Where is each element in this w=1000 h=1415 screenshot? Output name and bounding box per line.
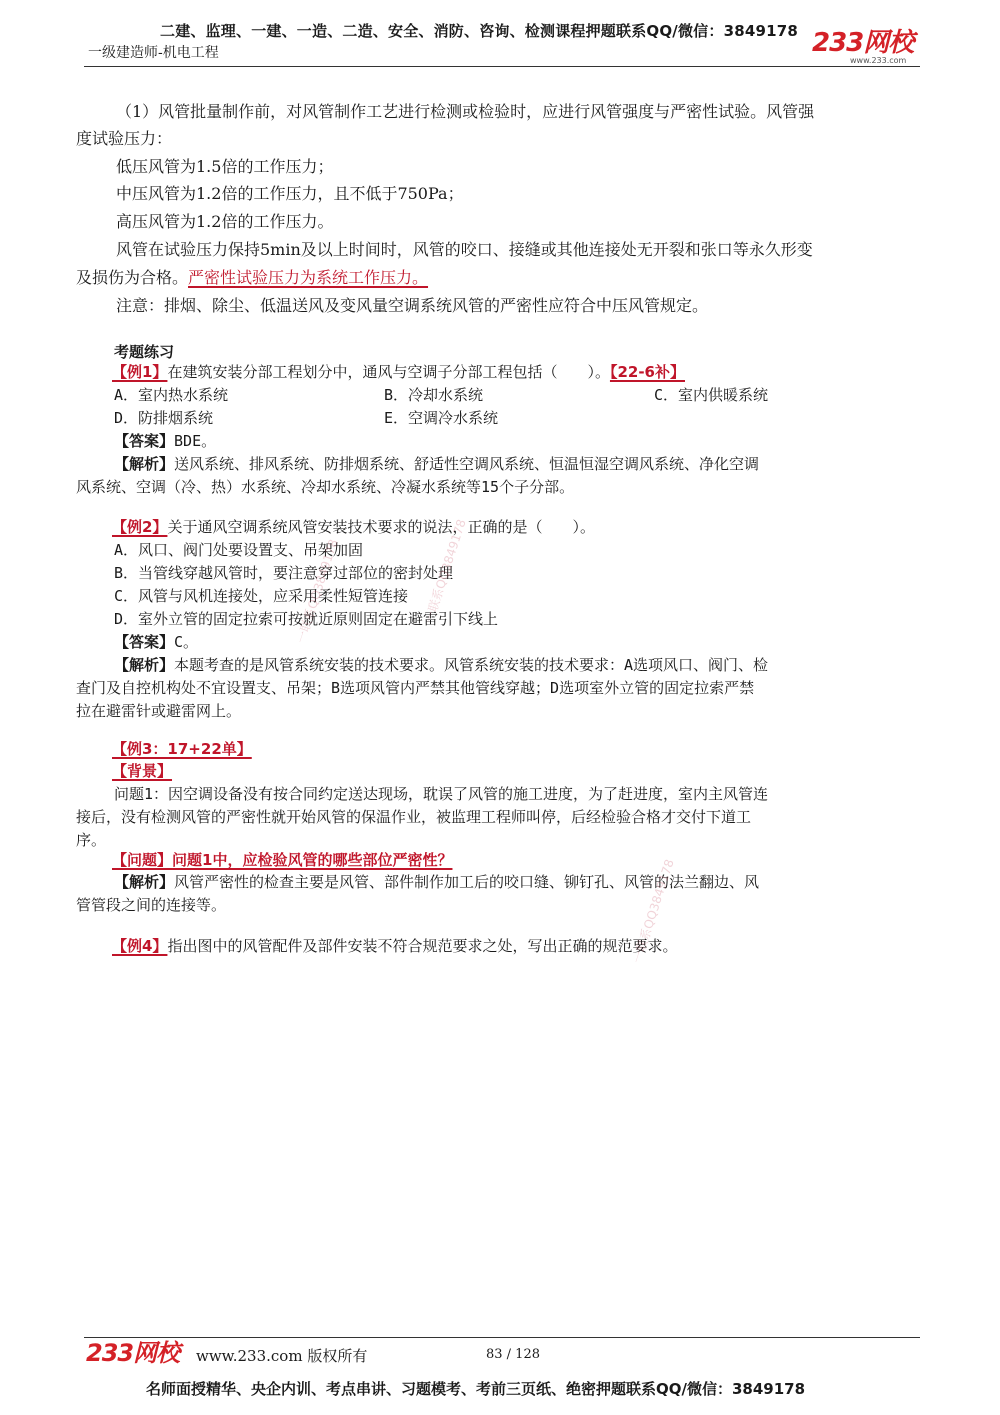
analysis-text: 风管严密性的检查主要是风管、部件制作加工后的咬口缝、铆钉孔、风管的法兰翻边、风 (174, 873, 760, 891)
question-text: 问题1中，应检验风管的哪些部位严密性？ (172, 851, 453, 869)
example-2-option-b: B．当管线穿越风管时，要注意穿过部位的密封处理 (114, 564, 454, 582)
analysis-text: 本题考查的是风管系统安装的技术要求。风管系统安装的技术要求：A选项风口、阀门、检 (174, 656, 769, 674)
question-tag: 【问题】 (112, 851, 173, 869)
example-1-option-c: C．室内供暖系统 (654, 386, 769, 404)
header-divider (84, 66, 920, 67)
example-1-option-a: A．室内热水系统 (114, 386, 229, 404)
example-2-analysis-line-1 (114, 653, 768, 677)
example-1-source: 【22-6补】 (609, 363, 685, 381)
paragraph-2-line-1: 风管在试验压力保持5min及以上时间时，风管的咬口、接缝或其他连接处无开裂和张口等永久形变 (116, 240, 813, 259)
mid-pressure-line: 中压风管为1.2倍的工作压力，且不低于750Pa； (116, 184, 464, 203)
background-tag-text: 【背景】 (112, 762, 173, 780)
watermark-text: 一联系QQ3849178 (293, 537, 341, 645)
example-2-answer (114, 630, 198, 654)
example-2-analysis-line-3: 拉在避雷针或避雷网上。 (76, 702, 242, 720)
logo-233-bottom (86, 1340, 179, 1366)
example-1-stem (112, 360, 685, 384)
analysis-tag: 【解析】 (114, 873, 175, 891)
paragraph-1-line-2: 度试验压力： (76, 129, 173, 148)
note-line: 注意：排烟、除尘、低温送风及变风量空调系统风管的严密性应符合中压风管规定。 (116, 296, 709, 315)
subject-title: 一级建造师-机电工程 (88, 45, 219, 61)
answer-tag: 【答案】 (114, 633, 175, 651)
logo-sub-text: www.233.com (850, 56, 907, 65)
analysis-tag: 【解析】 (114, 656, 175, 674)
footer-copyright: www.233.com 版权所有 (196, 1347, 368, 1365)
example-4-tag: 【例4】 (112, 937, 168, 955)
footer-banner: 名师面授精华、央企内训、考点串讲、习题模考、考前三页纸、绝密押题联系QQ/微信：3849178 (146, 1380, 806, 1398)
example-1-answer (114, 429, 216, 453)
answer-value: C。 (174, 633, 199, 651)
example-3-tag (112, 737, 252, 761)
exercise-section-title: 考题练习 (114, 343, 175, 361)
logo-main-text: 233网校 (812, 28, 914, 58)
answer-value: BDE。 (174, 432, 217, 450)
example-1-option-d: D．防排烟系统 (114, 409, 214, 427)
example-3-analysis-line-2: 管管段之间的连接等。 (76, 896, 227, 914)
example-3-background-line-1: 问题1：因空调设备没有按合同约定送达现场，耽误了风管的施工进度，为了赶进度，室内主风管连 (114, 785, 769, 803)
example-1-option-e: E．空调冷水系统 (384, 409, 499, 427)
example-1-tag: 【例1】 (112, 363, 168, 381)
example-3-tag-text: 【例3：17+22单】 (112, 740, 252, 758)
example-4-question: 指出图中的风管配件及部件安装不符合规范要求之处，写出正确的规范要求。 (167, 937, 678, 955)
high-pressure-line: 高压风管为1.2倍的工作压力。 (116, 212, 334, 231)
example-1-option-b: B．冷却水系统 (384, 386, 484, 404)
example-2-option-c: C．风管与风机连接处，应采用柔性短管连接 (114, 587, 409, 605)
answer-tag: 【答案】 (114, 432, 175, 450)
analysis-tag: 【解析】 (114, 455, 175, 473)
page-number: 83 / 128 (486, 1347, 540, 1362)
paragraph-1-line-1: （1）风管批量制作前，对风管制作工艺进行检测或检验时，应进行风管强度与严密性试验。风管强 (116, 102, 815, 121)
example-1-analysis-line-2: 风系统、空调（冷、热）水系统、冷却水系统、冷凝水系统等15个子分部。 (76, 478, 575, 496)
example-3-background-line-2: 接后，没有检测风管的严密性就开始风管的保温作业，被监理工程师叫停，后经检验合格才交付下道工 (76, 808, 752, 826)
watermark-text: 一联系QQ3849178 (629, 857, 677, 965)
example-2-tag: 【例2】 (112, 518, 168, 536)
example-2-question: 关于通风空调系统风管安装技术要求的说法，正确的是（ ）。 (167, 518, 595, 536)
logo-233-top (812, 30, 924, 64)
paragraph-2-text: 及损伤为合格。 (76, 268, 189, 287)
paragraph-2-line-2 (76, 266, 428, 290)
example-2-option-a: A．风口、阀门处要设置支、吊架加固 (114, 541, 364, 559)
example-3-question (112, 848, 452, 872)
analysis-text: 送风系统、排风系统、防排烟系统、舒适性空调风系统、恒温恒湿空调风系统、净化空调 (174, 455, 760, 473)
highlight-tightness-pressure: 严密性试验压力为系统工作压力。 (188, 268, 429, 287)
example-4-stem (112, 934, 677, 958)
example-2-option-d: D．室外立管的固定拉索可按就近原则固定在避雷引下线上 (114, 610, 499, 628)
example-3-background-tag (112, 759, 172, 783)
example-3-background-line-3: 序。 (76, 831, 107, 849)
low-pressure-line: 低压风管为1.5倍的工作压力； (116, 157, 334, 176)
watermark-text: 一联系QQ3849178 (421, 517, 469, 625)
example-1-question: 在建筑安装分部工程划分中，通风与空调子分部工程包括（ ）。 (167, 363, 610, 381)
example-2-stem (112, 515, 595, 539)
example-2-analysis-line-2: 查门及自控机构处不宜设置支、吊架；B选项风管内严禁其他管线穿越；D选项室外立管的固定拉索严禁 (76, 679, 755, 697)
header-banner: 二建、监理、一建、一造、二造、安全、消防、咨询、检测课程押题联系QQ/微信：3849178 (160, 22, 799, 40)
footer-divider (84, 1337, 920, 1338)
logo-main-text: 233网校 (86, 1339, 180, 1367)
example-1-analysis-line-1 (114, 452, 759, 476)
